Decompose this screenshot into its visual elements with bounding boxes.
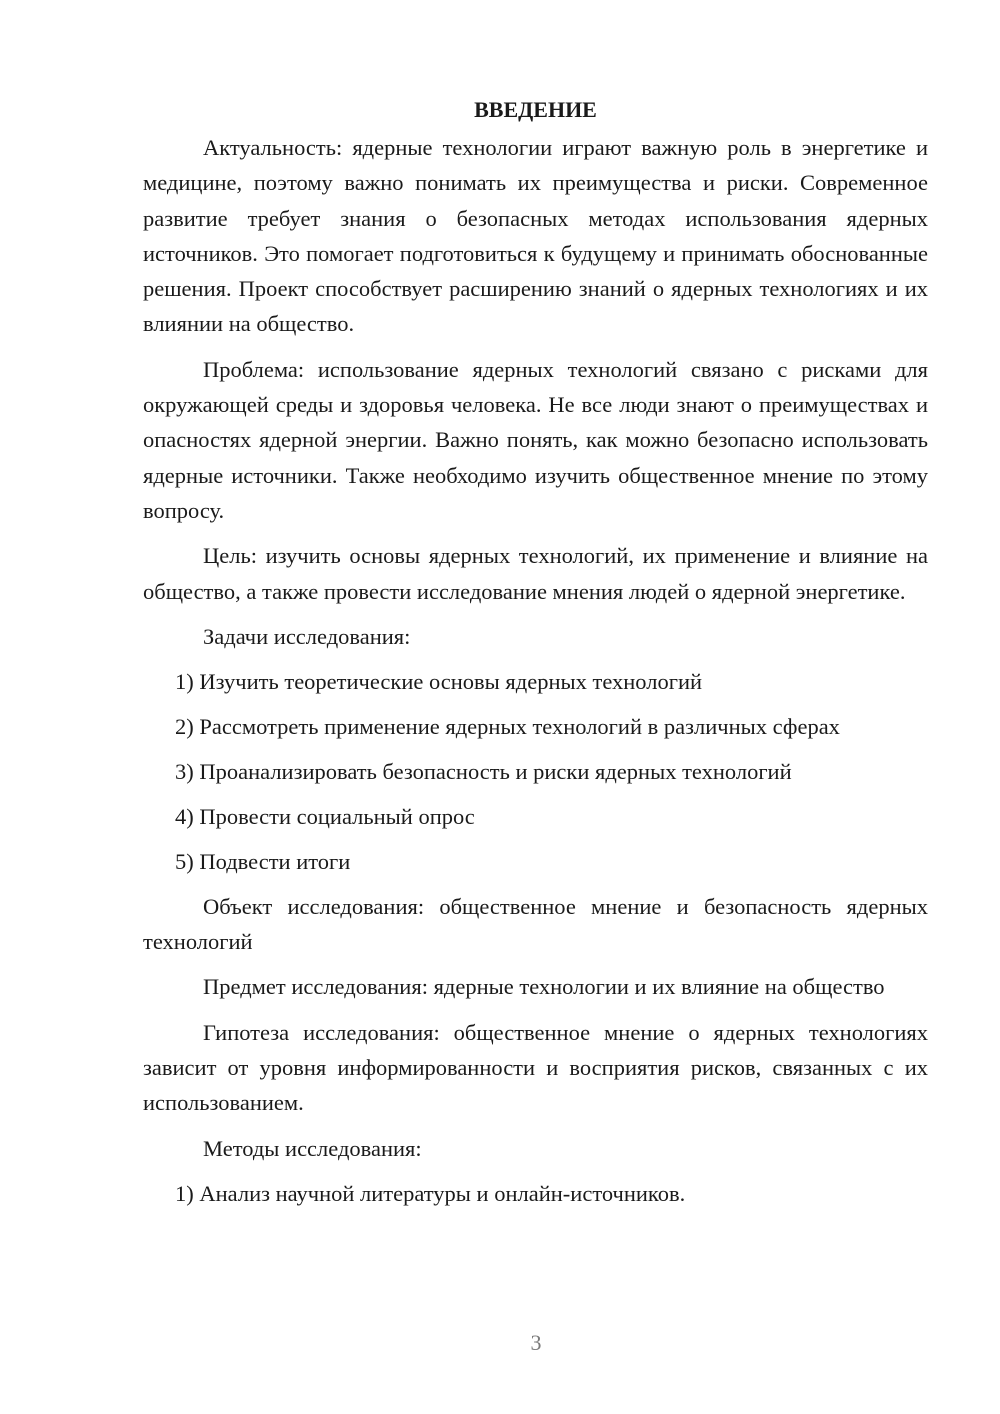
list-item: 2) Рассмотреть применение ядерных технологий в различных сферах bbox=[175, 713, 840, 739]
document-page bbox=[143, 92, 928, 1221]
list-item: 5) Подвести итоги bbox=[175, 848, 351, 874]
list-item: 3) Проанализировать безопасность и риски ядерных технологий bbox=[175, 758, 792, 784]
relevance-paragraph: Актуальность: ядерные технологии играют важную роль в энергетике и медицине, поэтому важно понимать их преимущества и риски. Современное развитие требует знания о безопасных методах использования ядерных источников. Это помогает подготовиться к будущему и принимать обоснованные решения. Проект способствует расширению знаний о ядерных технологиях и их влиянии на общество. bbox=[143, 135, 928, 337]
object-paragraph: Объект исследования: общественное мнение и безопасность ядерных технологий bbox=[143, 893, 928, 955]
list-item: 1) Анализ научной литературы и онлайн-источников. bbox=[175, 1180, 686, 1206]
hypothesis-paragraph: Гипотеза исследования: общественное мнение о ядерных технологиях зависит от уровня информированности и восприятия рисков, связанных с их использованием. bbox=[143, 1019, 928, 1116]
methods-heading: Методы исследования: bbox=[203, 1135, 422, 1161]
subject-paragraph: Предмет исследования: ядерные технологии и их влияние на общество bbox=[203, 974, 885, 1000]
page-title: ВВЕДЕНИЕ bbox=[474, 97, 597, 122]
problem-paragraph: Проблема: использование ядерных технологий связано с рисками для окружающей среды и здоровья человека. Не все люди знают о преимуществах и опасностях ядерной энергии. Важно понять, как можно безопасно использовать ядерные источники. Также необходимо изучить общественное мнение по этому вопросу. bbox=[143, 356, 928, 523]
list-item: 1) Изучить теоретические основы ядерных технологий bbox=[175, 668, 703, 694]
tasks-list bbox=[143, 664, 928, 879]
page-number: 3 bbox=[530, 1330, 542, 1355]
tasks-heading: Задачи исследования: bbox=[203, 623, 411, 649]
methods-list bbox=[143, 1176, 928, 1211]
list-item: 4) Провести социальный опрос bbox=[175, 803, 475, 829]
goal-paragraph: Цель: изучить основы ядерных технологий, их применение и влияние на общество, а также провести исследование мнения людей о ядерной энергетике. bbox=[143, 543, 928, 604]
